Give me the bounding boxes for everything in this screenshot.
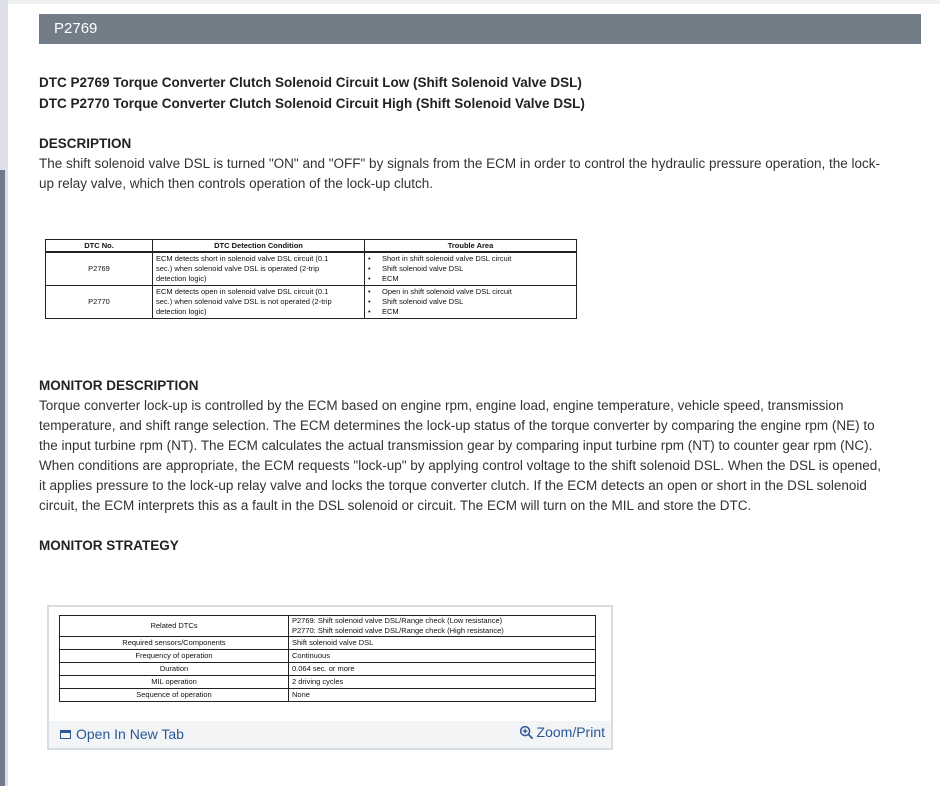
dtc-table-header-row [46, 240, 577, 253]
image-toolbar [49, 721, 611, 748]
monitor-description-line: When conditions are appropriate, the ECM requests "lock-up" by applying control voltage to the shift solenoid DSL. When the DSL is opened, [39, 458, 882, 473]
strategy-row [60, 663, 596, 676]
strategy-label: Duration [60, 663, 289, 676]
section-header [39, 14, 921, 44]
dtc-condition-line: detection logic) [156, 274, 207, 283]
dtc-condition [153, 286, 365, 319]
dtc-table-header-no: DTC No. [46, 240, 153, 253]
strategy-label: Required sensors/Components [60, 637, 289, 650]
zoom-in-icon [519, 725, 534, 740]
strategy-label: Sequence of operation [60, 689, 289, 702]
strategy-value: 0.064 sec. or more [289, 663, 596, 676]
strategy-row [60, 689, 596, 702]
dtc-table-header-condition: DTC Detection Condition [153, 240, 365, 253]
dtc-trouble-area [365, 286, 577, 319]
monitor-description-line: it applies pressure to the lock-up relay valve and locks the torque converter clutch. If the ECM detects an open or short in the DSL solenoid [39, 478, 867, 493]
strategy-row [60, 616, 596, 637]
strategy-label: MIL operation [60, 676, 289, 689]
strategy-label: Related DTCs [60, 616, 289, 637]
strategy-value: Shift solenoid valve DSL [289, 637, 596, 650]
strategy-row [60, 637, 596, 650]
monitor-description-line: circuit, the ECM interprets this as a fault in the DSL solenoid or circuit. The ECM will turn on the MIL and store the DTC. [39, 498, 752, 513]
dtc-table [45, 239, 577, 319]
strategy-value: Continuous [289, 650, 596, 663]
open-in-new-tab-label: Open In New Tab [76, 726, 184, 742]
dtc-table-row [46, 286, 577, 319]
trouble-area-item: • Shift solenoid valve DSL [368, 264, 573, 274]
trouble-area-item: • ECM [368, 274, 573, 284]
monitor-description-heading: MONITOR DESCRIPTION [39, 378, 199, 393]
strategy-value: 2 driving cycles [289, 676, 596, 689]
document-content [39, 72, 919, 194]
dtc-number: P2769 [46, 252, 153, 286]
strategy-value: None [289, 689, 596, 702]
strategy-value-line: P2769: Shift solenoid valve DSL/Range check (Low resistance) [292, 616, 503, 625]
dtc-condition [153, 252, 365, 286]
monitor-description-section [39, 376, 919, 556]
dtc-trouble-area [365, 252, 577, 286]
monitor-strategy-table [59, 615, 596, 702]
dtc-table-row [46, 252, 577, 286]
description-line-1: The shift solenoid valve DSL is turned "ON" and "OFF" by signals from the ECM in order to control the hydraulic pressure operation, the lock- [39, 156, 881, 171]
page-left-accent [0, 170, 5, 786]
trouble-area-item: • ECM [368, 307, 573, 317]
dtc-condition-line: ECM detects short in solenoid valve DSL circuit (0.1 [156, 254, 329, 263]
strategy-row [60, 650, 596, 663]
strategy-value-line: P2770: Shift solenoid valve DSL/Range check (High resistance) [292, 626, 504, 635]
dtc-title-p2769: DTC P2769 Torque Converter Clutch Solenoid Circuit Low (Shift Solenoid Valve DSL) [39, 75, 582, 90]
description-line-2: up relay valve, which then controls operation of the lock-up clutch. [39, 176, 433, 191]
zoom-print-link[interactable] [519, 724, 605, 740]
page-top-shade [8, 0, 940, 4]
trouble-area-item: • Open in shift solenoid valve DSL circuit [368, 287, 573, 297]
dtc-condition-line: detection logic) [156, 307, 207, 316]
section-header-title: P2769 [54, 20, 98, 37]
description-heading: DESCRIPTION [39, 136, 132, 151]
trouble-area-item: • Short in shift solenoid valve DSL circuit [368, 254, 573, 264]
trouble-area-item: • Shift solenoid valve DSL [368, 297, 573, 307]
strategy-row [60, 676, 596, 689]
strategy-label: Frequency of operation [60, 650, 289, 663]
monitor-description-line: the input turbine rpm (NT). The ECM calculates the actual transmission gear by comparing input turbine rpm (NT) to counter gear rpm (NC). [39, 438, 873, 453]
new-tab-icon [60, 730, 71, 739]
dtc-number: P2770 [46, 286, 153, 319]
dtc-condition-line: sec.) when solenoid valve DSL is operated (2-trip [156, 264, 320, 273]
monitor-strategy-heading: MONITOR STRATEGY [39, 538, 179, 553]
zoom-print-label: Zoom/Print [536, 724, 605, 740]
dtc-title-p2770: DTC P2770 Torque Converter Clutch Solenoid Circuit High (Shift Solenoid Valve DSL) [39, 96, 585, 111]
monitor-description-line: temperature, and shift range selection. The ECM determines the lock-up status of the torque converter by comparing the engine rpm (NE) to [39, 418, 875, 433]
monitor-description-line: Torque converter lock-up is controlled by the ECM based on engine rpm, engine load, engine temperature, vehicle speed, transmission [39, 398, 844, 413]
open-in-new-tab-link[interactable] [60, 726, 184, 742]
dtc-condition-line: sec.) when solenoid valve DSL is not operated (2-trip [156, 297, 332, 306]
dtc-condition-line: ECM detects open in solenoid valve DSL circuit (0.1 [156, 287, 329, 296]
strategy-value [289, 616, 596, 637]
dtc-table-header-area: Trouble Area [365, 240, 577, 253]
